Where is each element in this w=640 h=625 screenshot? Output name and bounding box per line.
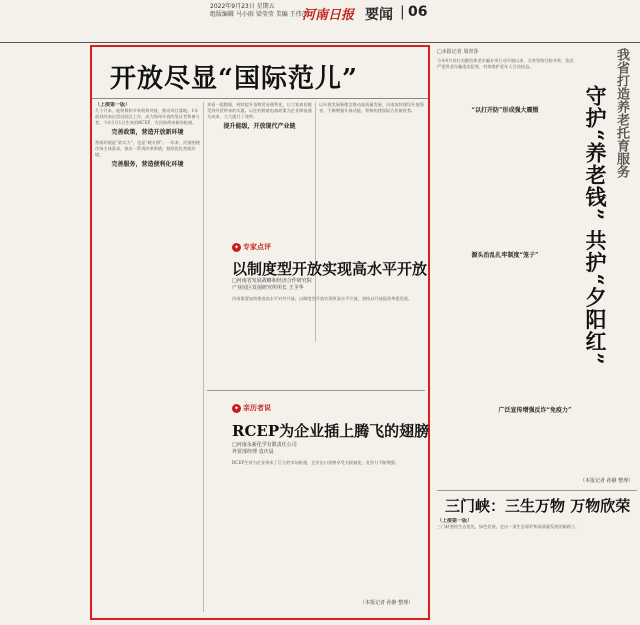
- bottom-right-headline: 三门峡：三生万物 万物欣荣: [445, 497, 631, 515]
- section-rule: [207, 390, 425, 391]
- expert-comment-tag: ✦ 专家点评: [233, 243, 271, 251]
- tag-badge-icon: ✦: [233, 244, 240, 251]
- main-headline: 开放尽显“国际范儿”: [110, 64, 358, 94]
- right-article-kicker: 我省打造养老托育服务: [614, 48, 629, 178]
- article-paragraph: 来看一组数据，持续提升货物贸易便利化，让大家真切感受到外贸带来的实惠。以往的跨境电商政策为企业降低通关成本，大大提升了效率。: [207, 102, 312, 119]
- right-subheading-3: 广泛宣传增强反诈“免疫力”: [498, 407, 572, 414]
- masthead-separator: |: [400, 4, 405, 20]
- newspaper-logo: 河南日报: [302, 8, 355, 23]
- masthead-info: [210, 3, 308, 19]
- right-article-body: 今年4月份打击整治养老诈骗专项行动开展以来，全省坚持打防并举，依法严惩养老诈骗违法犯罪，有效维护老年人合法权益。: [437, 58, 574, 69]
- article-subheading: 完善政策，营造开放新环境: [111, 129, 184, 136]
- expert-byline: □河南省发展战略和经济合作研究院 产业园区发展研究所所长 王圣华: [232, 278, 312, 291]
- page-number: 06: [408, 4, 428, 20]
- masthead-date: 2022年9月23日 星期五: [210, 3, 275, 10]
- right-article-byline: □本报记者 周青莎: [437, 49, 479, 55]
- article-subheading: 完善服务，营造便利化环境: [111, 161, 184, 168]
- section-rule: [437, 490, 637, 491]
- witness-section-headline: RCEP为企业插上腾飞的翅膀: [232, 422, 430, 440]
- main-article-column-1: [95, 102, 200, 612]
- bottom-right-body: （上接第一版） 三门峡坚持生态优先、绿色发展，走出一条生态保护和高质量发展的新路子。: [437, 518, 580, 529]
- witness-body: RCEP生效为企业带来了巨大的市场机遇，企业出口货物享受关税减免，竞争力不断增强。: [232, 460, 400, 465]
- tag-badge-icon: ✦: [233, 405, 240, 412]
- masthead-editors: 组版编辑 马小雨 梁莹莹 美编 王伟茂: [210, 11, 308, 18]
- expert-body: 河南需要加快推进高水平对外开放，以制度型开放实现更高水平开放，坚持以开放促改革促发展。: [232, 296, 413, 301]
- article-paragraph: 几个月来，他积极和多家机构对接，推动项目落地。1年前到河南自贸试验区工作，成为郑州开放的见证者和参与者。今年1月1日生效的RCEP，为河南带来新的机遇。: [95, 108, 200, 125]
- right-subheading-1: “以打开防”形成强大震慑: [471, 107, 539, 114]
- right-article-headline: 守护“养老钱” 共护“夕阳红”: [583, 85, 608, 366]
- right-subheading-2: 源头治乱扎牢制度“笼子”: [471, 252, 539, 259]
- witness-tag: ✦ 亲历者说: [233, 404, 271, 412]
- main-article-column-3: [319, 102, 425, 238]
- article-subheading: 提升能级，开放现代产业链: [223, 123, 296, 130]
- expert-section-headline: 以制度型开放实现高水平开放: [232, 260, 428, 278]
- witness-sign: （本报记者 孙静 整理）: [360, 600, 414, 606]
- right-article-sign: （本报记者 孙静 整理）: [580, 478, 634, 484]
- witness-byline: □河南永新化学有限责任公司 外贸部经理 袁庆晨: [232, 442, 297, 455]
- headline-rule: [92, 98, 428, 99]
- article-kicker: （上接第一版）: [95, 102, 131, 108]
- article-paragraph: 以开放发展新理念推动高质量发展，河南加快建设开放强省，不断增强开放动能，积极构建国际合作新优势。: [319, 102, 424, 113]
- masthead: [0, 0, 640, 43]
- column-divider: [203, 102, 204, 612]
- section-name: 要闻: [365, 7, 393, 23]
- article-paragraph: 营商环境是“软实力”，也是“硬支撑”。一年来，河南围绕市场主体需求，推出一系列改革举措，持续优化营商环境。: [95, 140, 200, 157]
